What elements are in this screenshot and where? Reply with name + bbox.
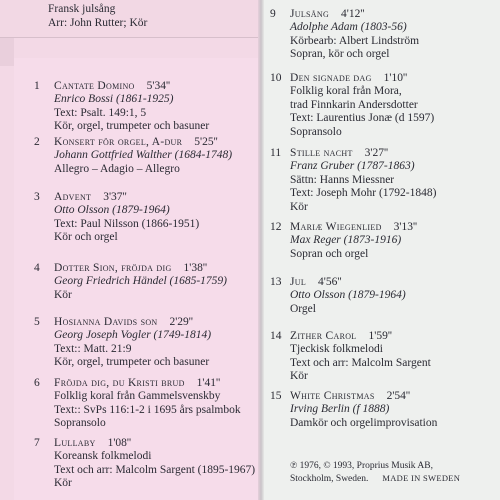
made-in-label: MADE IN SWEDEN <box>382 473 461 483</box>
track-title: White Christmas <box>290 390 375 402</box>
track-header <box>270 147 436 160</box>
track-number: 7 <box>34 437 40 449</box>
track-title: Zither Carol <box>290 330 357 342</box>
track-number: 2 <box>34 136 40 148</box>
track-header <box>34 191 199 204</box>
copyright-city: Stockholm, Sweden. <box>290 474 369 484</box>
track-duration: 5'25'' <box>194 136 218 148</box>
track-entry <box>270 221 417 261</box>
track-detail-line: Folklig koral från Mora, <box>290 85 402 98</box>
track-composer <box>34 329 211 342</box>
composer-dates: (f 1888) <box>352 403 390 416</box>
track-detail-line: Damkör och orgelimprovisation <box>290 416 438 429</box>
track-header <box>270 390 437 403</box>
track-number: 10 <box>270 72 282 84</box>
track-detail-line: Sättn: Hanns Miessner <box>290 173 395 186</box>
track-entry <box>34 136 232 176</box>
composer-dates: (1684-1748) <box>174 149 233 162</box>
track-entry <box>270 390 437 430</box>
track-detail-line: Körbearb: Albert Lindström <box>290 34 420 47</box>
track-number: 15 <box>270 390 282 402</box>
track-detail-line: Koreansk folkmelodi <box>54 450 152 463</box>
track-number: 4 <box>34 262 40 274</box>
track-number: 1 <box>34 80 40 92</box>
track-title: Cantate Domino <box>54 80 135 92</box>
track-entry <box>34 377 241 431</box>
composer-name: Adolphe Adam <box>290 21 358 34</box>
track-detail-line: Kör <box>290 200 308 213</box>
copyright-line-2 <box>290 472 460 485</box>
track-title: Lullaby <box>54 437 96 449</box>
track-header <box>34 262 227 275</box>
track-entry <box>270 72 434 139</box>
track-detail-line: Kör, orgel, trumpeter och basuner <box>54 120 210 133</box>
composer-dates: (1879-1964) <box>348 289 406 302</box>
track-title: Julsång <box>290 8 330 20</box>
copyright-footer <box>290 460 460 485</box>
track-entry <box>270 147 436 214</box>
track-composer <box>270 21 419 34</box>
track-header <box>34 136 232 149</box>
track-detail-line: trad Finnkarin Andersdotter <box>290 98 418 111</box>
track-duration: 1'10'' <box>383 72 408 84</box>
track-duration: 3'27'' <box>364 147 389 159</box>
track-number: 14 <box>270 330 282 342</box>
track-header <box>270 72 434 85</box>
composer-name: Max Reger <box>290 234 341 247</box>
track-entry <box>34 262 227 302</box>
track-detail-line: Kör <box>54 288 72 301</box>
track-header <box>34 377 241 390</box>
track-detail-line: Sopran, kör och orgel <box>290 48 390 61</box>
track-composer <box>34 93 209 106</box>
track-composer <box>34 204 199 217</box>
track-detail-line: Text: Joseph Mohr (1792-1848) <box>290 187 437 200</box>
track-number: 11 <box>270 147 282 159</box>
track-header <box>270 8 419 21</box>
track-detail-line: Kör <box>54 477 72 490</box>
track-duration: 3'13'' <box>393 221 418 233</box>
track-detail-line: Sopransolo <box>54 417 106 430</box>
track-header <box>270 330 431 343</box>
page-fold <box>258 0 264 500</box>
track-title: Stille nacht <box>290 147 353 159</box>
track-duration: 1'59'' <box>368 330 392 342</box>
track-title: Den signade dag <box>290 72 372 84</box>
track-detail-line: Folklig koral från Gammelsvenskby <box>54 390 221 403</box>
track-duration: 2'29'' <box>169 316 193 328</box>
continuation-line: Arr: John Rutter; Kör <box>48 17 148 29</box>
continuation-line: Fransk julsång <box>48 3 116 15</box>
track-detail-line: Text:: SvPs 116:1-2 i 1695 års psalmbok <box>54 403 241 416</box>
track-detail-line: Sopransolo <box>290 125 342 138</box>
composer-dates: (1879-1964) <box>112 204 170 217</box>
track-number: 13 <box>270 276 282 288</box>
track-composer <box>34 275 227 288</box>
track-title: Advent <box>54 191 92 203</box>
composer-dates: (1803-56) <box>360 21 407 34</box>
track-detail-line: Sopran och orgel <box>290 247 369 260</box>
track-number: 12 <box>270 221 282 233</box>
track-detail-line: Tjeckisk folkmelodi <box>290 343 383 356</box>
track-entry <box>270 8 419 62</box>
composer-name: Johann Gottfried Walther <box>54 149 172 162</box>
track-detail-line: Text: Paul Nilsson (1866-1951) <box>54 217 200 230</box>
previous-track-continuation <box>48 2 147 30</box>
track-number: 5 <box>34 316 40 328</box>
composer-name: Georg Friedrich Händel <box>54 275 167 288</box>
track-detail-line: Text: Psalt. 149:1, 5 <box>54 106 147 119</box>
composer-name: Otto Olsson <box>54 204 110 217</box>
track-header <box>34 80 209 93</box>
composer-dates: (1861-1925) <box>115 93 174 106</box>
track-header <box>270 221 417 234</box>
track-entry <box>34 80 209 134</box>
copyright-line: ℗ 1976, © 1993, Proprius Musik AB, <box>290 461 433 471</box>
track-number: 3 <box>34 191 40 203</box>
track-composer <box>270 289 406 302</box>
track-detail-line: Kör, orgel, trumpeter och basuner <box>54 356 210 369</box>
track-detail-line: Kör och orgel <box>54 231 118 244</box>
track-entry <box>34 191 199 245</box>
composer-name: Franz Gruber <box>290 160 355 173</box>
composer-dates: (1873-1916) <box>343 234 402 247</box>
track-composer <box>34 149 232 162</box>
track-detail-line: Text:: Matt. 21:9 <box>54 342 132 355</box>
track-duration: 1'08'' <box>107 437 132 449</box>
track-composer <box>270 234 417 247</box>
track-duration: 3'37'' <box>103 191 127 203</box>
composer-dates: (1749-1814) <box>153 329 212 342</box>
track-entry <box>34 316 211 370</box>
track-duration: 4'12'' <box>341 8 365 20</box>
track-duration: 1'38'' <box>183 262 208 274</box>
track-entry <box>270 330 431 384</box>
track-header <box>270 276 406 289</box>
track-title: Mariæ Wiegenlied <box>290 221 382 233</box>
composer-name: Georg Joseph Vogler <box>54 329 151 342</box>
track-duration: 4'56'' <box>318 276 342 288</box>
track-duration: 2'54'' <box>386 390 411 402</box>
track-composer <box>270 403 437 416</box>
composer-dates: (1685-1759) <box>169 275 228 288</box>
composer-name: Irving Berlin <box>290 403 350 416</box>
track-number: 9 <box>270 8 276 20</box>
track-title: Hosianna Davids son <box>54 316 158 328</box>
track-entry <box>270 276 406 316</box>
track-detail-line: Text: Laurentius Jonæ (d 1597) <box>290 112 435 125</box>
track-title: Dotter Sion, fröjda dig <box>54 262 172 274</box>
track-title: Fröjda dig, du Kristi brud <box>54 377 185 389</box>
composer-dates: (1787-1863) <box>357 160 415 173</box>
track-entry <box>34 437 255 491</box>
track-title: Jul <box>290 276 307 288</box>
composer-name: Enrico Bossi <box>54 93 114 106</box>
track-detail-line: Text och arr: Malcolm Sargent <box>290 356 431 369</box>
track-composer <box>270 160 436 173</box>
track-detail-line: Allegro – Adagio – Allegro <box>54 162 180 175</box>
track-title: Konsert för orgel, A-dur <box>54 136 183 148</box>
track-header <box>34 437 255 450</box>
track-header <box>34 316 211 329</box>
track-detail-line: Text och arr: Malcolm Sargent (1895-1967) <box>54 463 256 476</box>
track-duration: 1'41'' <box>196 377 221 389</box>
track-detail-line: Kör <box>290 370 308 383</box>
track-number: 6 <box>34 377 40 389</box>
track-detail-line: Orgel <box>290 302 316 315</box>
left-edge-shade <box>0 38 14 66</box>
composer-name: Otto Olsson <box>290 289 346 302</box>
track-duration: 5'34'' <box>146 80 171 92</box>
